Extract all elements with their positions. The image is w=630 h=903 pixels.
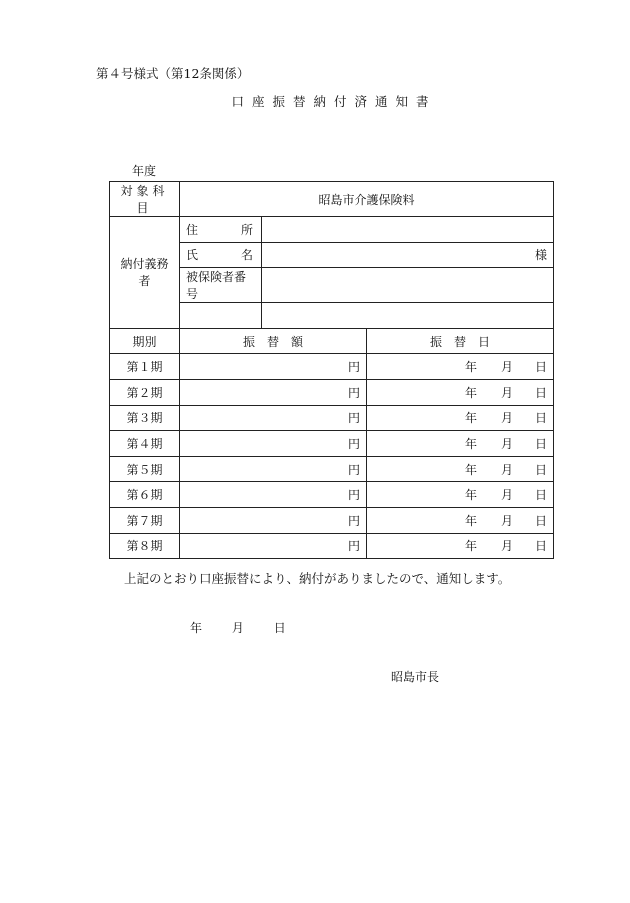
yen-unit: 円 [347, 513, 360, 528]
address-label-cell [180, 217, 262, 243]
date-month-unit: 月 [501, 385, 514, 400]
yen-unit: 円 [347, 360, 360, 375]
name-value [262, 242, 554, 268]
yen-unit: 円 [347, 539, 360, 554]
yen-unit: 円 [347, 436, 360, 451]
subject-row [110, 182, 554, 217]
blank-value-cell [262, 303, 554, 329]
period-row [110, 379, 554, 405]
name-label-1: 氏 [186, 248, 199, 263]
date-day-unit: 日 [535, 360, 548, 375]
date-month-unit: 月 [501, 513, 514, 528]
period-row [110, 354, 554, 380]
address-label-2: 所 [240, 222, 253, 237]
form-number: 第４号様式（第12条関係） [96, 66, 250, 81]
date-year-unit: 年 [465, 462, 478, 477]
yen-unit: 円 [347, 385, 360, 400]
issue-date-month: 月 [231, 621, 244, 635]
date-day-unit: 日 [535, 436, 548, 451]
date-day-unit: 日 [535, 462, 548, 477]
date-month-unit: 月 [501, 462, 514, 477]
yen-unit: 円 [347, 411, 360, 426]
period-label: 第３期 [110, 405, 180, 431]
date-month-unit: 月 [501, 436, 514, 451]
date-month-unit: 月 [501, 488, 514, 503]
amount-cell [180, 482, 367, 508]
date-month-unit: 月 [501, 539, 514, 554]
period-row [110, 482, 554, 508]
amount-header: 振 替 額 [180, 328, 367, 354]
date-cell [367, 405, 554, 431]
date-day-unit: 日 [535, 488, 548, 503]
signer: 昭島市長 [391, 670, 440, 684]
yen-unit: 円 [347, 462, 360, 477]
period-label: 第１期 [110, 354, 180, 380]
period-row [110, 431, 554, 457]
address-row [110, 217, 554, 243]
address-value [262, 217, 554, 243]
date-month-unit: 月 [501, 360, 514, 375]
date-year-unit: 年 [465, 539, 478, 554]
insured-number-label: 被保険者番号 [180, 268, 262, 303]
date-day-unit: 日 [535, 513, 548, 528]
period-label: 第５期 [110, 456, 180, 482]
date-month-unit: 月 [501, 411, 514, 426]
name-label-2: 名 [240, 248, 253, 263]
period-label: 第６期 [110, 482, 180, 508]
amount-cell [180, 456, 367, 482]
period-label: 第４期 [110, 431, 180, 457]
period-label: 第７期 [110, 507, 180, 533]
yen-unit: 円 [347, 488, 360, 503]
period-header: 期別 [110, 328, 180, 354]
date-cell [367, 379, 554, 405]
date-day-unit: 日 [535, 411, 548, 426]
amount-cell [180, 354, 367, 380]
subject-value: 昭島市介護保険料 [180, 182, 554, 217]
payment-table [109, 181, 554, 559]
insured-number-value [262, 268, 554, 303]
date-year-unit: 年 [465, 488, 478, 503]
date-year-unit: 年 [465, 411, 478, 426]
blank-label-cell [180, 303, 262, 329]
payer-label: 納付義務者 [110, 217, 180, 329]
date-day-unit: 日 [535, 385, 548, 400]
date-cell [367, 507, 554, 533]
date-cell [367, 482, 554, 508]
period-row [110, 533, 554, 559]
period-label: 第８期 [110, 533, 180, 559]
name-label-cell [180, 242, 262, 268]
date-cell [367, 456, 554, 482]
honorific: 様 [535, 248, 548, 263]
issue-date-day: 日 [273, 621, 286, 635]
period-row [110, 405, 554, 431]
period-label: 第２期 [110, 379, 180, 405]
amount-cell [180, 405, 367, 431]
date-year-unit: 年 [465, 360, 478, 375]
date-cell [367, 533, 554, 559]
date-day-unit: 日 [535, 539, 548, 554]
document-title: 口座振替納付済通知書 [231, 94, 437, 109]
period-row [110, 456, 554, 482]
date-year-unit: 年 [465, 385, 478, 400]
period-row [110, 507, 554, 533]
fiscal-year-label: 年度 [132, 164, 157, 178]
date-header: 振 替 日 [367, 328, 554, 354]
subject-label: 対象科目 [110, 182, 180, 217]
issue-date-year: 年 [190, 621, 203, 635]
amount-cell [180, 431, 367, 457]
address-label-1: 住 [186, 222, 199, 237]
amount-cell [180, 379, 367, 405]
amount-cell [180, 533, 367, 559]
notice-text: 上記のとおり口座振替により、納付がありましたので、通知します。 [124, 571, 511, 586]
date-year-unit: 年 [465, 436, 478, 451]
date-year-unit: 年 [465, 513, 478, 528]
date-cell [367, 354, 554, 380]
period-header-row [110, 328, 554, 354]
amount-cell [180, 507, 367, 533]
date-cell [367, 431, 554, 457]
issue-date [190, 619, 286, 636]
